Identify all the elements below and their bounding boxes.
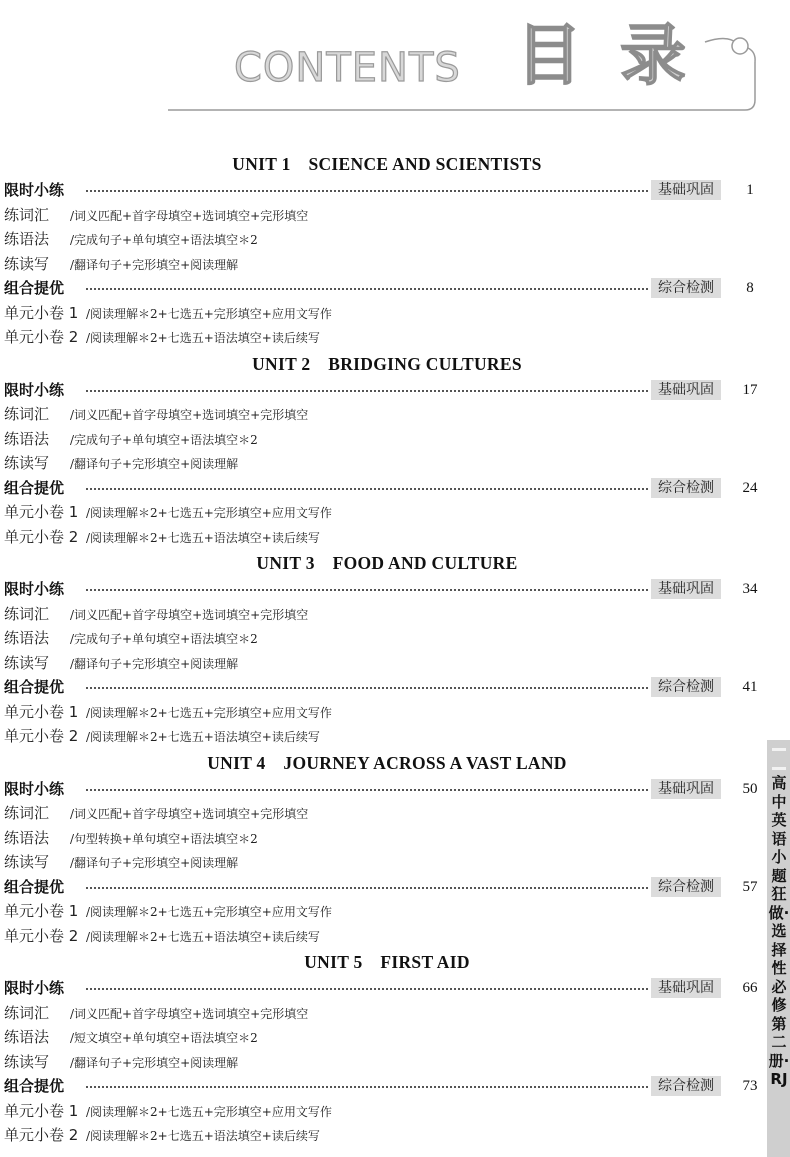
sub-description: /词义匹配+首字母填空+选词填空+完形填空 — [70, 607, 309, 622]
sub-label: 练词汇 — [4, 405, 50, 423]
sub-label: 单元小卷 1 — [4, 303, 79, 322]
contents-heading: CONTENTS — [234, 45, 461, 91]
sub-description: /翻译句子+完形填空+阅读理解 — [70, 656, 239, 671]
sub-label: 练读写 — [4, 853, 50, 871]
toc-sub-entry — [0, 801, 790, 826]
unit-title: UNIT 2 BRIDGING CULTURES — [252, 353, 522, 374]
toc-sub-entry — [0, 301, 790, 326]
sub-label: 练读写 — [4, 1052, 50, 1071]
sub-label: 单元小卷 1 — [4, 702, 79, 721]
sub-label: 单元小卷 2 — [4, 727, 79, 745]
dot-leader — [86, 288, 648, 290]
dot-leader — [86, 1086, 648, 1088]
toc-entry[interactable] — [0, 1074, 790, 1099]
toc-sub-entry — [0, 203, 790, 228]
entry-tag: 基础巩固 — [651, 380, 721, 400]
toc-sub-entry — [0, 1025, 790, 1050]
sub-label: 练词汇 — [4, 205, 50, 224]
sub-label: 单元小卷 2 — [4, 527, 79, 546]
mulu-char-1: 目 — [516, 17, 582, 94]
unit-title: UNIT 4 JOURNEY ACROSS A VAST LAND — [207, 752, 567, 773]
entry-label: 限时小练 — [4, 979, 65, 997]
toc-entry[interactable] — [0, 675, 790, 700]
sub-description: /阅读理解＊2+七选五+语法填空+读后续写 — [86, 530, 320, 545]
entry-label: 限时小练 — [4, 181, 65, 199]
sub-label: 练读写 — [4, 254, 50, 273]
toc-sub-entry — [0, 724, 790, 749]
toc-entry[interactable] — [0, 875, 790, 900]
toc-sub-entry — [0, 1001, 790, 1026]
entry-tag: 综合检测 — [651, 478, 721, 498]
sub-label: 单元小卷 1 — [4, 902, 79, 920]
toc-sub-entry — [0, 826, 790, 851]
dot-leader — [86, 687, 648, 689]
sub-description: /翻译句子+完形填空+阅读理解 — [70, 856, 239, 870]
page-number: 17 — [742, 381, 758, 398]
sub-description: /阅读理解＊2+七选五+语法填空+读后续写 — [86, 929, 320, 944]
unit-title: UNIT 5 FIRST AID — [304, 952, 470, 972]
entry-tag: 基础巩固 — [651, 180, 721, 200]
toc-sub-entry — [0, 899, 790, 924]
toc-sub-entry — [0, 924, 790, 949]
sub-label: 练语法 — [4, 828, 50, 847]
entry-label: 组合提优 — [4, 678, 65, 696]
sub-description: /翻译句子+完形填空+阅读理解 — [70, 257, 239, 272]
sub-description: /阅读理解＊2+七选五+完形填空+应用文写作 — [86, 506, 332, 520]
toc-sub-entry — [0, 626, 790, 651]
toc-entry[interactable] — [0, 777, 790, 802]
toc-sub-entry — [0, 602, 790, 627]
mulu-char-2: 录 — [620, 17, 686, 94]
entry-label: 组合提优 — [4, 1077, 65, 1095]
unit-section — [0, 350, 790, 550]
dot-leader — [86, 390, 648, 392]
sub-description: /阅读理解＊2+七选五+语法填空+读后续写 — [86, 730, 320, 744]
side-tab-label: 高中英语 小题狂做·选择性必修第二册·RJ — [768, 774, 790, 1088]
unit-title: UNIT 3 FOOD AND CULTURE — [256, 553, 518, 573]
table-of-contents — [0, 150, 790, 1148]
toc-sub-entry — [0, 651, 790, 676]
dot-leader — [86, 190, 648, 192]
page-number: 50 — [742, 780, 758, 797]
page-number: 8 — [746, 280, 754, 296]
sub-description: /完成句子+单句填空+语法填空＊2 — [70, 233, 258, 247]
page-number: 41 — [742, 679, 758, 695]
toc-entry[interactable] — [0, 378, 790, 403]
toc-sub-entry — [0, 850, 790, 875]
page-number: 1 — [746, 182, 754, 198]
unit-title: UNIT 1 SCIENCE AND SCIENTISTS — [232, 154, 542, 174]
toc-sub-entry — [0, 525, 790, 550]
entry-tag: 综合检测 — [651, 877, 721, 897]
sub-description: /词义匹配+首字母填空+选词填空+完形填空 — [70, 208, 309, 223]
page-header — [0, 0, 790, 120]
toc-sub-entry — [0, 500, 790, 525]
sub-label: 单元小卷 2 — [4, 926, 79, 945]
sub-description: /词义匹配+首字母填空+选词填空+完形填空 — [70, 807, 309, 821]
entry-tag: 综合检测 — [651, 1076, 721, 1096]
dot-leader — [86, 488, 648, 490]
sub-label: 练词汇 — [4, 804, 50, 822]
toc-sub-entry — [0, 427, 790, 452]
sub-label: 练词汇 — [4, 604, 50, 623]
side-tab-stripes — [772, 748, 786, 770]
sub-description: /翻译句子+完形填空+阅读理解 — [70, 457, 239, 471]
entry-tag: 基础巩固 — [651, 579, 721, 599]
toc-sub-entry — [0, 1123, 790, 1148]
toc-sub-entry — [0, 325, 790, 350]
sub-label: 单元小卷 1 — [4, 1101, 79, 1120]
entry-tag: 综合检测 — [651, 278, 721, 298]
sub-label: 单元小卷 1 — [4, 503, 79, 521]
sub-label: 练词汇 — [4, 1003, 50, 1022]
dot-leader — [86, 789, 648, 791]
page-number: 57 — [742, 878, 758, 895]
toc-sub-entry — [0, 1050, 790, 1075]
entry-label: 限时小练 — [4, 380, 65, 399]
sub-description: /完成句子+单句填空+语法填空＊2 — [70, 632, 258, 646]
sub-description: /短文填空+单句填空+语法填空＊2 — [70, 1031, 258, 1045]
toc-sub-entry — [0, 700, 790, 725]
entry-tag: 基础巩固 — [651, 779, 721, 799]
sub-label: 单元小卷 2 — [4, 328, 79, 346]
unit-section — [0, 948, 790, 1148]
toc-sub-entry — [0, 451, 790, 476]
sub-description: /词义匹配+首字母填空+选词填空+完形填空 — [70, 408, 309, 422]
toc-sub-entry — [0, 227, 790, 252]
dot-leader — [86, 988, 648, 990]
sub-description: /阅读理解＊2+七选五+完形填空+应用文写作 — [86, 306, 332, 321]
dot-leader — [86, 589, 648, 591]
toc-entry[interactable] — [0, 276, 790, 301]
sub-label: 练语法 — [4, 1028, 50, 1046]
sub-label: 练读写 — [4, 653, 50, 672]
sub-label: 练语法 — [4, 629, 50, 647]
unit-section — [0, 150, 790, 350]
entry-label: 组合提优 — [4, 478, 65, 497]
sub-description: /阅读理解＊2+七选五+完形填空+应用文写作 — [86, 905, 332, 919]
entry-label: 组合提优 — [4, 877, 65, 896]
sub-description: /阅读理解＊2+七选五+完形填空+应用文写作 — [86, 705, 332, 720]
entry-label: 限时小练 — [4, 580, 65, 598]
page-number: 24 — [742, 479, 758, 496]
toc-entry[interactable] — [0, 976, 790, 1001]
sub-description: /阅读理解＊2+七选五+语法填空+读后续写 — [86, 1129, 320, 1143]
unit-section — [0, 549, 790, 749]
toc-sub-entry — [0, 402, 790, 427]
sub-description: /完成句子+单句填空+语法填空＊2 — [70, 432, 258, 447]
sub-label: 练读写 — [4, 454, 50, 472]
toc-entry[interactable] — [0, 577, 790, 602]
toc-entry[interactable] — [0, 476, 790, 501]
entry-tag: 基础巩固 — [651, 978, 721, 998]
entry-label: 限时小练 — [4, 779, 65, 798]
sub-label: 练语法 — [4, 429, 50, 448]
sub-description: /阅读理解＊2+七选五+语法填空+读后续写 — [86, 331, 320, 345]
dot-leader — [86, 887, 648, 889]
toc-sub-entry — [0, 1099, 790, 1124]
sub-description: /翻译句子+完形填空+阅读理解 — [70, 1055, 239, 1070]
sub-description: /词义匹配+首字母填空+选词填空+完形填空 — [70, 1006, 309, 1021]
sub-label: 练语法 — [4, 230, 50, 248]
sub-description: /句型转换+单句填空+语法填空＊2 — [70, 831, 258, 846]
entry-label: 组合提优 — [4, 279, 65, 297]
sub-label: 单元小卷 2 — [4, 1126, 79, 1144]
toc-sub-entry — [0, 252, 790, 277]
entry-tag: 综合检测 — [651, 677, 721, 697]
page-number: 66 — [742, 980, 758, 996]
sub-description: /阅读理解＊2+七选五+完形填空+应用文写作 — [86, 1104, 332, 1119]
unit-section — [0, 749, 790, 949]
page-number: 73 — [742, 1078, 758, 1094]
page-number: 34 — [742, 581, 758, 597]
toc-entry[interactable] — [0, 178, 790, 203]
